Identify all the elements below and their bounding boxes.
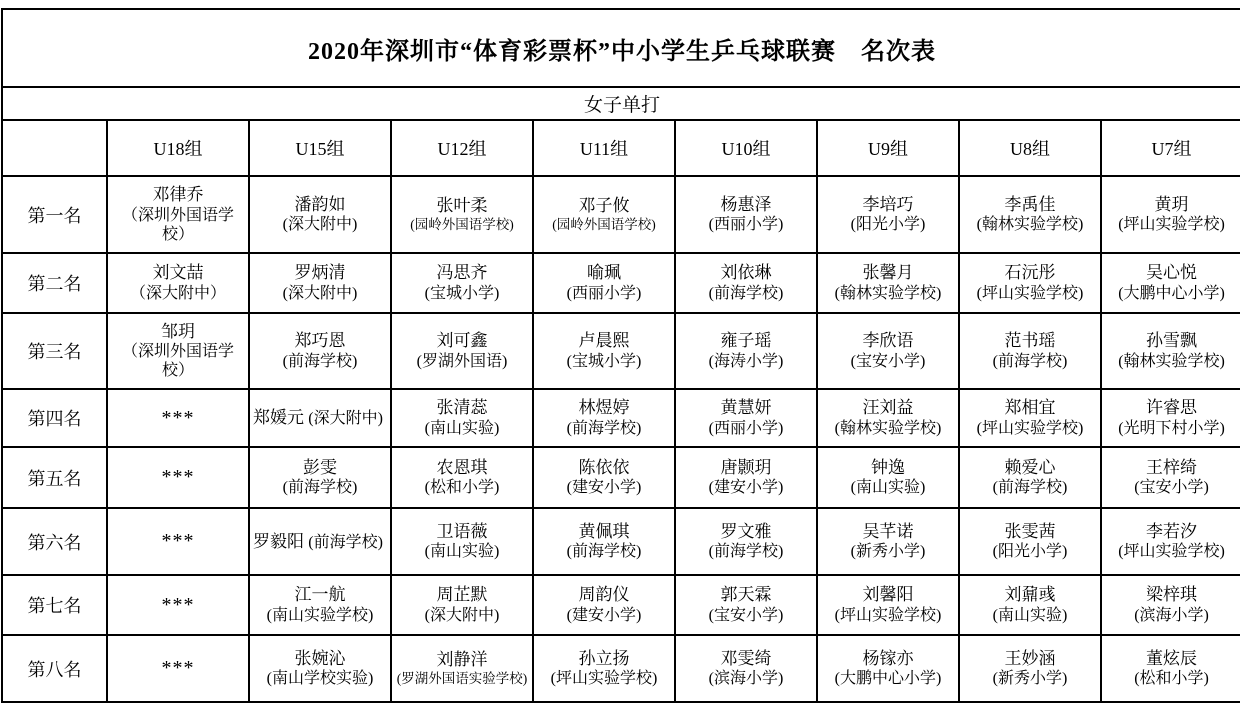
player-school: (前海学校) bbox=[566, 419, 642, 437]
result-cell bbox=[1101, 176, 1240, 253]
player-name: 刘馨阳 bbox=[862, 585, 914, 605]
rank-column-header bbox=[2, 120, 107, 176]
player-school: (阳光小学) bbox=[850, 216, 926, 234]
table-row bbox=[2, 313, 1240, 389]
player-name: 邓子攸 bbox=[578, 196, 630, 216]
player-name: 喻珮 bbox=[587, 263, 621, 283]
result-cell bbox=[959, 313, 1101, 389]
group-column-header: U11组 bbox=[533, 120, 675, 176]
player-school: (阳光小学) bbox=[992, 543, 1068, 561]
result-cell bbox=[249, 447, 391, 508]
result-cell bbox=[533, 389, 675, 447]
result-cell bbox=[107, 313, 249, 389]
player-name: 张婉沁 bbox=[294, 648, 346, 668]
result-cell bbox=[391, 313, 533, 389]
player-school: (宝安小学) bbox=[850, 352, 926, 370]
result-cell bbox=[959, 389, 1101, 447]
result-cell bbox=[391, 575, 533, 635]
player-school: (松和小学) bbox=[424, 479, 500, 497]
rank-label: 第二名 bbox=[2, 253, 107, 313]
player-name: 郭天霖 bbox=[720, 585, 772, 605]
player-school: (宝城小学) bbox=[566, 352, 642, 370]
player-name: 唐颢玥 bbox=[720, 457, 772, 477]
result-cell bbox=[1101, 447, 1240, 508]
result-cell bbox=[391, 447, 533, 508]
player-school: (坪山实验学校) bbox=[976, 419, 1084, 437]
player-name: 吴芊诺 bbox=[862, 521, 914, 541]
player-school: (松和小学) bbox=[1134, 670, 1209, 688]
result-cell bbox=[107, 253, 249, 313]
player-school: (深大附中) bbox=[308, 410, 383, 427]
result-cell bbox=[1101, 253, 1240, 313]
rank-label: 第一名 bbox=[2, 176, 107, 253]
player-name: 张雯茜 bbox=[1004, 521, 1056, 541]
player-school: (前海学校) bbox=[282, 479, 358, 497]
player-name: 孙立扬 bbox=[578, 648, 630, 668]
result-cell bbox=[391, 253, 533, 313]
player-name: 石沅彤 bbox=[1004, 263, 1056, 283]
subtitle-row bbox=[2, 87, 1240, 120]
placeholder-stars: *** bbox=[107, 389, 249, 447]
result-cell bbox=[817, 575, 959, 635]
player-name: 李若汐 bbox=[1146, 521, 1198, 541]
player-name: 许睿思 bbox=[1146, 398, 1198, 418]
page-title: 2020年深圳市“体育彩票杯”中小学生乒乓球联赛 名次表 bbox=[2, 9, 1240, 87]
rank-label: 第五名 bbox=[2, 447, 107, 508]
result-cell bbox=[391, 508, 533, 575]
player-name: 刘文喆 bbox=[152, 263, 204, 283]
player-school: (前海学校) bbox=[566, 543, 642, 561]
result-cell bbox=[959, 575, 1101, 635]
result-cell bbox=[533, 313, 675, 389]
player-school: (南山学校实验) bbox=[266, 670, 374, 688]
result-cell bbox=[107, 176, 249, 253]
result-cell bbox=[675, 313, 817, 389]
rank-label: 第三名 bbox=[2, 313, 107, 389]
result-cell bbox=[1101, 313, 1240, 389]
player-name: 张馨月 bbox=[862, 263, 914, 283]
result-cell bbox=[817, 508, 959, 575]
player-name: 周韵仪 bbox=[578, 585, 630, 605]
result-cell bbox=[391, 176, 533, 253]
player-name: 李禹佳 bbox=[1004, 194, 1056, 214]
result-cell bbox=[817, 635, 959, 702]
player-name: 潘韵如 bbox=[294, 194, 346, 214]
result-cell bbox=[959, 253, 1101, 313]
player-name: 林煜婷 bbox=[578, 398, 630, 418]
result-cell bbox=[249, 508, 391, 575]
placeholder-stars: *** bbox=[107, 508, 249, 575]
player-name: 李欣语 bbox=[862, 331, 914, 351]
table-row bbox=[2, 447, 1240, 508]
result-cell bbox=[533, 508, 675, 575]
placeholder-stars: *** bbox=[107, 447, 249, 508]
rank-label: 第八名 bbox=[2, 635, 107, 702]
table-row bbox=[2, 176, 1240, 253]
player-school: (光明下村小学) bbox=[1118, 419, 1225, 437]
group-header-row bbox=[2, 120, 1240, 176]
player-school: (西丽小学) bbox=[566, 284, 642, 302]
player-school: (南山实验) bbox=[424, 419, 500, 437]
player-school: (宝安小学) bbox=[1134, 479, 1209, 497]
player-school: (建安小学) bbox=[708, 479, 784, 497]
player-name: 李培巧 bbox=[862, 194, 914, 214]
player-name: 吴心悦 bbox=[1146, 263, 1198, 283]
player-name: 张叶柔 bbox=[436, 196, 488, 216]
player-name: 卢晨熙 bbox=[578, 331, 630, 351]
player-school: (翰林实验学校) bbox=[1118, 352, 1225, 370]
player-name: 张清蕊 bbox=[436, 398, 488, 418]
player-school: (滨海小学) bbox=[1134, 606, 1209, 624]
rank-label: 第四名 bbox=[2, 389, 107, 447]
player-school: (深大附中) bbox=[282, 284, 358, 302]
player-school: (深大附中) bbox=[282, 216, 358, 234]
player-school: (建安小学) bbox=[566, 479, 642, 497]
player-name: 周芷默 bbox=[436, 585, 488, 605]
result-cell bbox=[533, 447, 675, 508]
player-name: 彭雯 bbox=[303, 457, 337, 477]
player-school: (大鹏中心小学) bbox=[1118, 284, 1225, 302]
player-school: (前海学校) bbox=[708, 284, 784, 302]
player-name: 王妙涵 bbox=[1004, 648, 1056, 668]
player-school: (前海学校) bbox=[992, 479, 1068, 497]
player-school: （深圳外国语学校） bbox=[121, 343, 234, 380]
player-school: (宝城小学) bbox=[424, 284, 500, 302]
group-column-header: U15组 bbox=[249, 120, 391, 176]
player-name: 江一航 bbox=[294, 585, 346, 605]
player-school: (翰林实验学校) bbox=[976, 216, 1084, 234]
group-column-header: U12组 bbox=[391, 120, 533, 176]
player-school: (园岭外国语学校) bbox=[552, 216, 656, 232]
group-column-header: U8组 bbox=[959, 120, 1101, 176]
player-name: 陈依依 bbox=[578, 457, 630, 477]
player-name: 杨惠泽 bbox=[720, 194, 772, 214]
player-school: （深大附中） bbox=[129, 284, 226, 302]
result-cell bbox=[817, 389, 959, 447]
result-cell bbox=[249, 253, 391, 313]
player-name: 冯思齐 bbox=[436, 263, 488, 283]
player-school: (南山实验) bbox=[850, 479, 926, 497]
player-school: (南山实验) bbox=[992, 606, 1068, 624]
player-school: (南山实验学校) bbox=[266, 606, 374, 624]
result-cell bbox=[959, 447, 1101, 508]
player-school: (园岭外国语学校) bbox=[410, 216, 514, 232]
result-cell bbox=[533, 176, 675, 253]
player-school: (坪山实验学校) bbox=[550, 670, 658, 688]
player-name: 卫语薇 bbox=[436, 521, 488, 541]
result-cell bbox=[675, 575, 817, 635]
result-cell bbox=[1101, 508, 1240, 575]
player-name: 罗炳清 bbox=[294, 263, 346, 283]
player-name: 郑巧恩 bbox=[294, 331, 346, 351]
result-cell bbox=[675, 176, 817, 253]
player-name: 罗文雅 bbox=[720, 521, 772, 541]
player-name: 郑媛元 bbox=[253, 408, 304, 427]
player-school: (坪山实验学校) bbox=[1118, 543, 1225, 561]
result-cell bbox=[533, 575, 675, 635]
result-cell bbox=[249, 176, 391, 253]
player-name: 杨镓亦 bbox=[862, 648, 914, 668]
result-cell bbox=[959, 176, 1101, 253]
result-cell bbox=[391, 389, 533, 447]
player-school: (新秀小学) bbox=[992, 670, 1068, 688]
table-row bbox=[2, 508, 1240, 575]
event-category-label: 女子单打 bbox=[2, 87, 1240, 120]
player-school: (南山实验) bbox=[424, 543, 500, 561]
result-cell bbox=[817, 176, 959, 253]
player-school: (西丽小学) bbox=[708, 419, 784, 437]
result-cell bbox=[675, 389, 817, 447]
player-school: (建安小学) bbox=[566, 606, 642, 624]
player-name: 黄玥 bbox=[1154, 194, 1189, 214]
player-school: (西丽小学) bbox=[708, 216, 784, 234]
result-cell bbox=[817, 253, 959, 313]
result-cell bbox=[249, 635, 391, 702]
player-name: 黄佩琪 bbox=[578, 521, 630, 541]
result-cell bbox=[1101, 575, 1240, 635]
table-row bbox=[2, 575, 1240, 635]
result-cell bbox=[533, 635, 675, 702]
player-school: (前海学校) bbox=[282, 352, 358, 370]
placeholder-stars: *** bbox=[107, 575, 249, 635]
player-school: (罗湖外国语) bbox=[416, 352, 508, 370]
player-school: (前海学校) bbox=[992, 352, 1068, 370]
table-row bbox=[2, 389, 1240, 447]
player-name: 赖爱心 bbox=[1004, 457, 1056, 477]
result-cell bbox=[249, 575, 391, 635]
player-name: 郑相宜 bbox=[1004, 398, 1056, 418]
rank-label: 第六名 bbox=[2, 508, 107, 575]
player-school: (坪山实验学校) bbox=[1118, 216, 1225, 234]
player-school: （深圳外国语学校） bbox=[121, 206, 234, 243]
player-name: 刘可鑫 bbox=[436, 331, 488, 351]
player-name: 刘静洋 bbox=[436, 650, 488, 670]
table-row bbox=[2, 635, 1240, 702]
rank-label: 第七名 bbox=[2, 575, 107, 635]
player-name: 范书瑶 bbox=[1004, 331, 1056, 351]
player-school: (大鹏中心小学) bbox=[834, 670, 942, 688]
result-cell bbox=[675, 447, 817, 508]
player-name: 王梓绮 bbox=[1146, 457, 1198, 477]
player-school: (翰林实验学校) bbox=[834, 419, 942, 437]
player-school: (深大附中) bbox=[424, 606, 500, 624]
group-column-header: U7组 bbox=[1101, 120, 1240, 176]
player-school: (坪山实验学校) bbox=[834, 606, 942, 624]
player-school: (前海学校) bbox=[308, 533, 383, 551]
player-name: 董炫辰 bbox=[1146, 648, 1198, 668]
player-school: (翰林实验学校) bbox=[834, 284, 942, 302]
result-cell bbox=[1101, 389, 1240, 447]
player-name: 农恩琪 bbox=[436, 457, 488, 477]
player-name: 邹玥 bbox=[161, 321, 195, 341]
result-cell bbox=[959, 508, 1101, 575]
player-name: 钟逸 bbox=[871, 457, 905, 477]
player-school: (新秀小学) bbox=[850, 543, 926, 561]
result-cell bbox=[959, 635, 1101, 702]
result-cell bbox=[817, 313, 959, 389]
player-school: (海涛小学) bbox=[708, 352, 784, 370]
result-cell bbox=[533, 253, 675, 313]
result-cell bbox=[249, 389, 391, 447]
player-school: (滨海小学) bbox=[708, 670, 784, 688]
table-row bbox=[2, 253, 1240, 313]
group-column-header: U18组 bbox=[107, 120, 249, 176]
results-table bbox=[1, 8, 1240, 703]
player-name: 汪刘益 bbox=[862, 398, 914, 418]
player-name: 邓律乔 bbox=[152, 185, 204, 205]
group-column-header: U10组 bbox=[675, 120, 817, 176]
player-name: 罗毅阳 bbox=[253, 531, 304, 551]
result-cell bbox=[675, 253, 817, 313]
player-name: 孙雪飘 bbox=[1146, 331, 1198, 351]
result-cell bbox=[817, 447, 959, 508]
group-column-header: U9组 bbox=[817, 120, 959, 176]
placeholder-stars: *** bbox=[107, 635, 249, 702]
player-school: (罗湖外国语实验学校) bbox=[396, 670, 528, 686]
results-body bbox=[2, 176, 1240, 702]
result-cell bbox=[675, 508, 817, 575]
player-name: 刘鼐彧 bbox=[1004, 585, 1056, 605]
player-name: 黄慧妍 bbox=[720, 398, 772, 418]
result-cell bbox=[675, 635, 817, 702]
result-cell bbox=[391, 635, 533, 702]
title-row bbox=[2, 9, 1240, 87]
player-school: (宝安小学) bbox=[708, 606, 784, 624]
player-name: 刘依琳 bbox=[720, 263, 772, 283]
player-name: 雍子瑶 bbox=[720, 331, 772, 351]
result-cell bbox=[249, 313, 391, 389]
player-school: (坪山实验学校) bbox=[976, 284, 1084, 302]
result-cell bbox=[1101, 635, 1240, 702]
player-name: 梁梓琪 bbox=[1146, 585, 1198, 605]
player-school: (前海学校) bbox=[708, 543, 784, 561]
player-name: 邓雯绮 bbox=[720, 648, 772, 668]
